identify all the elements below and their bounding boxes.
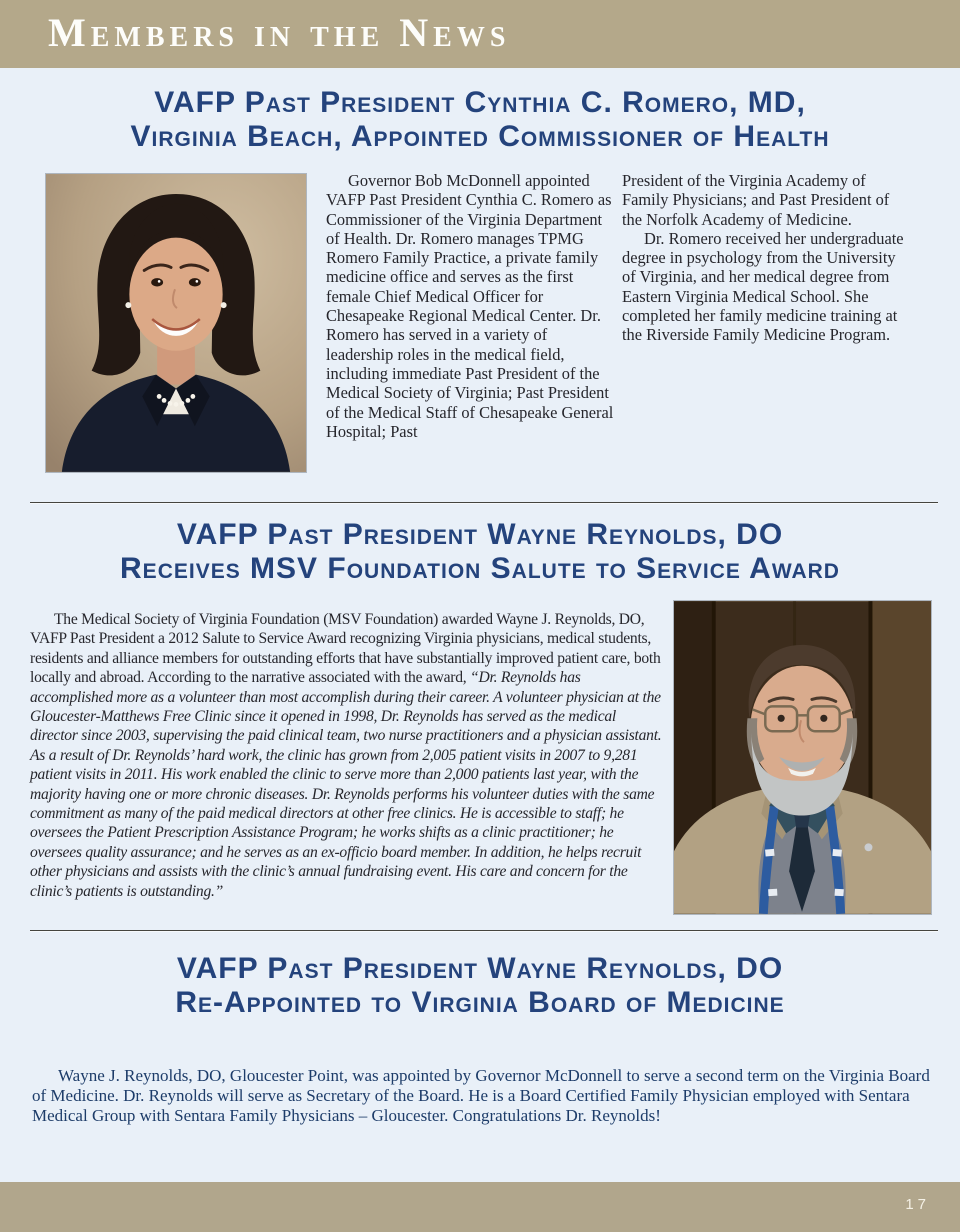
article3-title-line1: VAFP Past President Wayne Reynolds, DO (176, 952, 784, 985)
section-divider-2 (30, 930, 938, 932)
section-banner (0, 0, 960, 68)
article3-title (0, 952, 960, 1020)
section-divider-1 (30, 502, 938, 504)
article1-column1 (326, 171, 617, 441)
article2-title-line1: VAFP Past President Wayne Reynolds, DO (176, 518, 784, 551)
portrait-cynthia-romero-photo (45, 173, 307, 473)
article1-title-line1: VAFP Past President Cynthia C. Romero, MD, (154, 86, 806, 119)
article3-body: Wayne J. Reynolds, DO, Gloucester Point, was appointed by Governor McDonnell to serve a second term on the Virginia Board of Medicine. Dr. Reynolds will serve as Secretary of the Board. He is a Board Certified Family Physician employed with Sentara Medical Group with Sentara Family Physicians – Gloucester. Congratulations Dr. Reynolds! (32, 1066, 930, 1125)
article1-paragraph2: Dr. Romero received her undergraduate degree in psychology from the University of Virginia, and her medical degree from Eastern Virginia Medical School. She completed her family medicine training at the Riverside Family Medicine Program. (622, 228, 904, 345)
article2-title (0, 518, 960, 586)
page-number: 17 (905, 1196, 930, 1213)
portrait-wayne-reynolds-illustration (674, 601, 931, 914)
article1-paragraph1: Governor Bob McDonnell appointed VAFP Past President Cynthia C. Romero as Commissioner of the Virginia Department of Health. Dr. Romero manages TPMG Romero Family Practice, a private family medicine office and serves as the first female Chief Medical Officer for Chesapeake Regional Medical Center. Dr. Romero has served in a variety of leadership roles in the medical field, including immediate Past President of the Medical Society of Virginia; Past President of the Medical Staff of Chesapeake General Hospital; Past (326, 171, 614, 441)
portrait-wayne-reynolds-photo (673, 600, 932, 915)
article2-body (30, 610, 666, 901)
article1-column2 (622, 171, 910, 345)
article1-title (0, 86, 960, 154)
article1-title-line2: Virginia Beach, Appointed Commissioner of Health (130, 120, 830, 153)
article2-title-line2: Receives MSV Foundation Salute to Service Award (120, 552, 840, 585)
page-footer (0, 1182, 960, 1232)
banner-title: Members in the News (48, 10, 511, 55)
article2-intro-text: The Medical Society of Virginia Foundation (MSV Foundation) awarded Wayne J. Reynolds, DO, VAFP Past President a 2012 Salute to Service Award recognizing Virginia physicians, medical students, residents and alliance members for outstanding efforts that have substantially improved patient care, both locally and abroad. According to the narrative associated with the award, (30, 611, 661, 687)
article3-title-line2: Re-Appointed to Virginia Board of Medicine (175, 986, 785, 1019)
portrait-cynthia-romero-illustration (46, 174, 306, 472)
article1-paragraph1-continued: President of the Virginia Academy of Family Physicians; and Past President of the Norfolk Academy of Medicine. (622, 171, 890, 229)
article2-quote-text: “Dr. Reynolds has accomplished more as a volunteer than most accomplish during their career. A volunteer physician at the Gloucester-Matthews Free Clinic since it opened in 1998, Dr. Reynolds has served as the medical director since 2003, supervising the paid clinical team, two nurse practitioners and a physician assistant. As a result of Dr. Reynolds’ hard work, the clinic has grown from 2,005 patient visits in 2007 to 9,281 patient visits in 2011. His work enabled the clinic to serve more than 2,000 patients last year, with the majority having one or more chronic diseases. Dr. Reynolds performs his volunteer duties with the same commitment as many of the paid medical directors at other free clinics. He is accessible to staff; he oversees the Patient Prescription Assistance Program; he works shifts as a clinic practitioner; he oversees quality assurance; and he serves as an ex-officio board member. In addition, he helps recruit other physicians and assists with the clinic’s annual fundraising event. His care and concern for the clinic’s patients is outstanding.” (30, 669, 662, 900)
